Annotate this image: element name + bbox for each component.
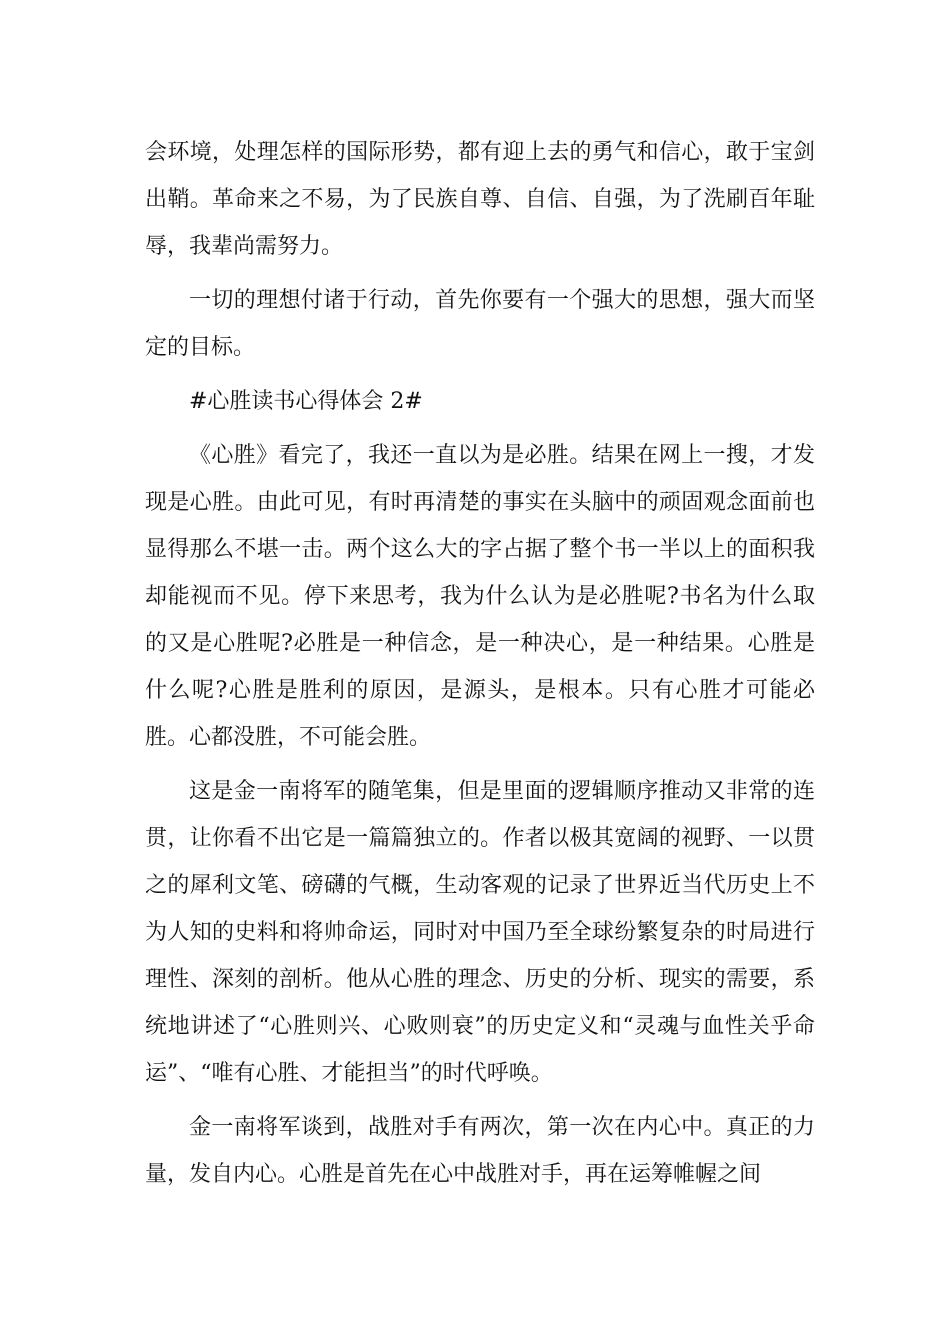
paragraph-5: 金一南将军谈到，战胜对手有两次，第一次在内心中。真正的力量，发自内心。心胜是首先在心中战胜对手，再在运筹帷幄之间 (145, 1115, 815, 1187)
document-body (145, 129, 815, 1205)
paragraph-3: 《心胜》看完了，我还一直以为是必胜。结果在网上一搜，才发现是心胜。由此可见，有时再清楚的事实在头脑中的顽固观念面前也显得那么不堪一击。两个这么大的字占据了整个书一半以上的面积我却能视而不见。停下来思考，我为什么认为是必胜呢?书名为什么取的又是心胜呢?必胜是一种信念，是一种决心，是一种结果。心胜是什么呢?心胜是胜利的原因，是源头，是根本。只有心胜才可能必胜。心都没胜，不可能会胜。 (145, 443, 815, 750)
section-heading: #心胜读书心得体会 2# (189, 389, 423, 414)
paragraph-2: 一切的理想付诸于行动，首先你要有一个强大的思想，强大而坚定的目标。 (145, 288, 815, 360)
paragraph-4: 这是金一南将军的随笔集，但是里面的逻辑顺序推动又非常的连贯，让你看不出它是一篇篇独立的。作者以极其宽阔的视野、一以贯之的犀利文笔、磅礴的气概，生动客观的记录了世界近当代历史上不为人知的史料和将帅命运，同时对中国乃至全球纷繁复杂的时局进行理性、深刻的剖析。他从心胜的理念、历史的分析、现实的需要，系统地讲述了“心胜则兴、心败则衰”的历史定义和“灵魂与血性关乎命运”、“唯有心胜、才能担当”的时代呼唤。 (145, 779, 815, 1086)
paragraph-1: 会环境，处理怎样的国际形势，都有迎上去的勇气和信心，敢于宝剑出鞘。革命来之不易，为了民族自尊、自信、自强，为了洗刷百年耻辱，我辈尚需努力。 (145, 140, 815, 259)
